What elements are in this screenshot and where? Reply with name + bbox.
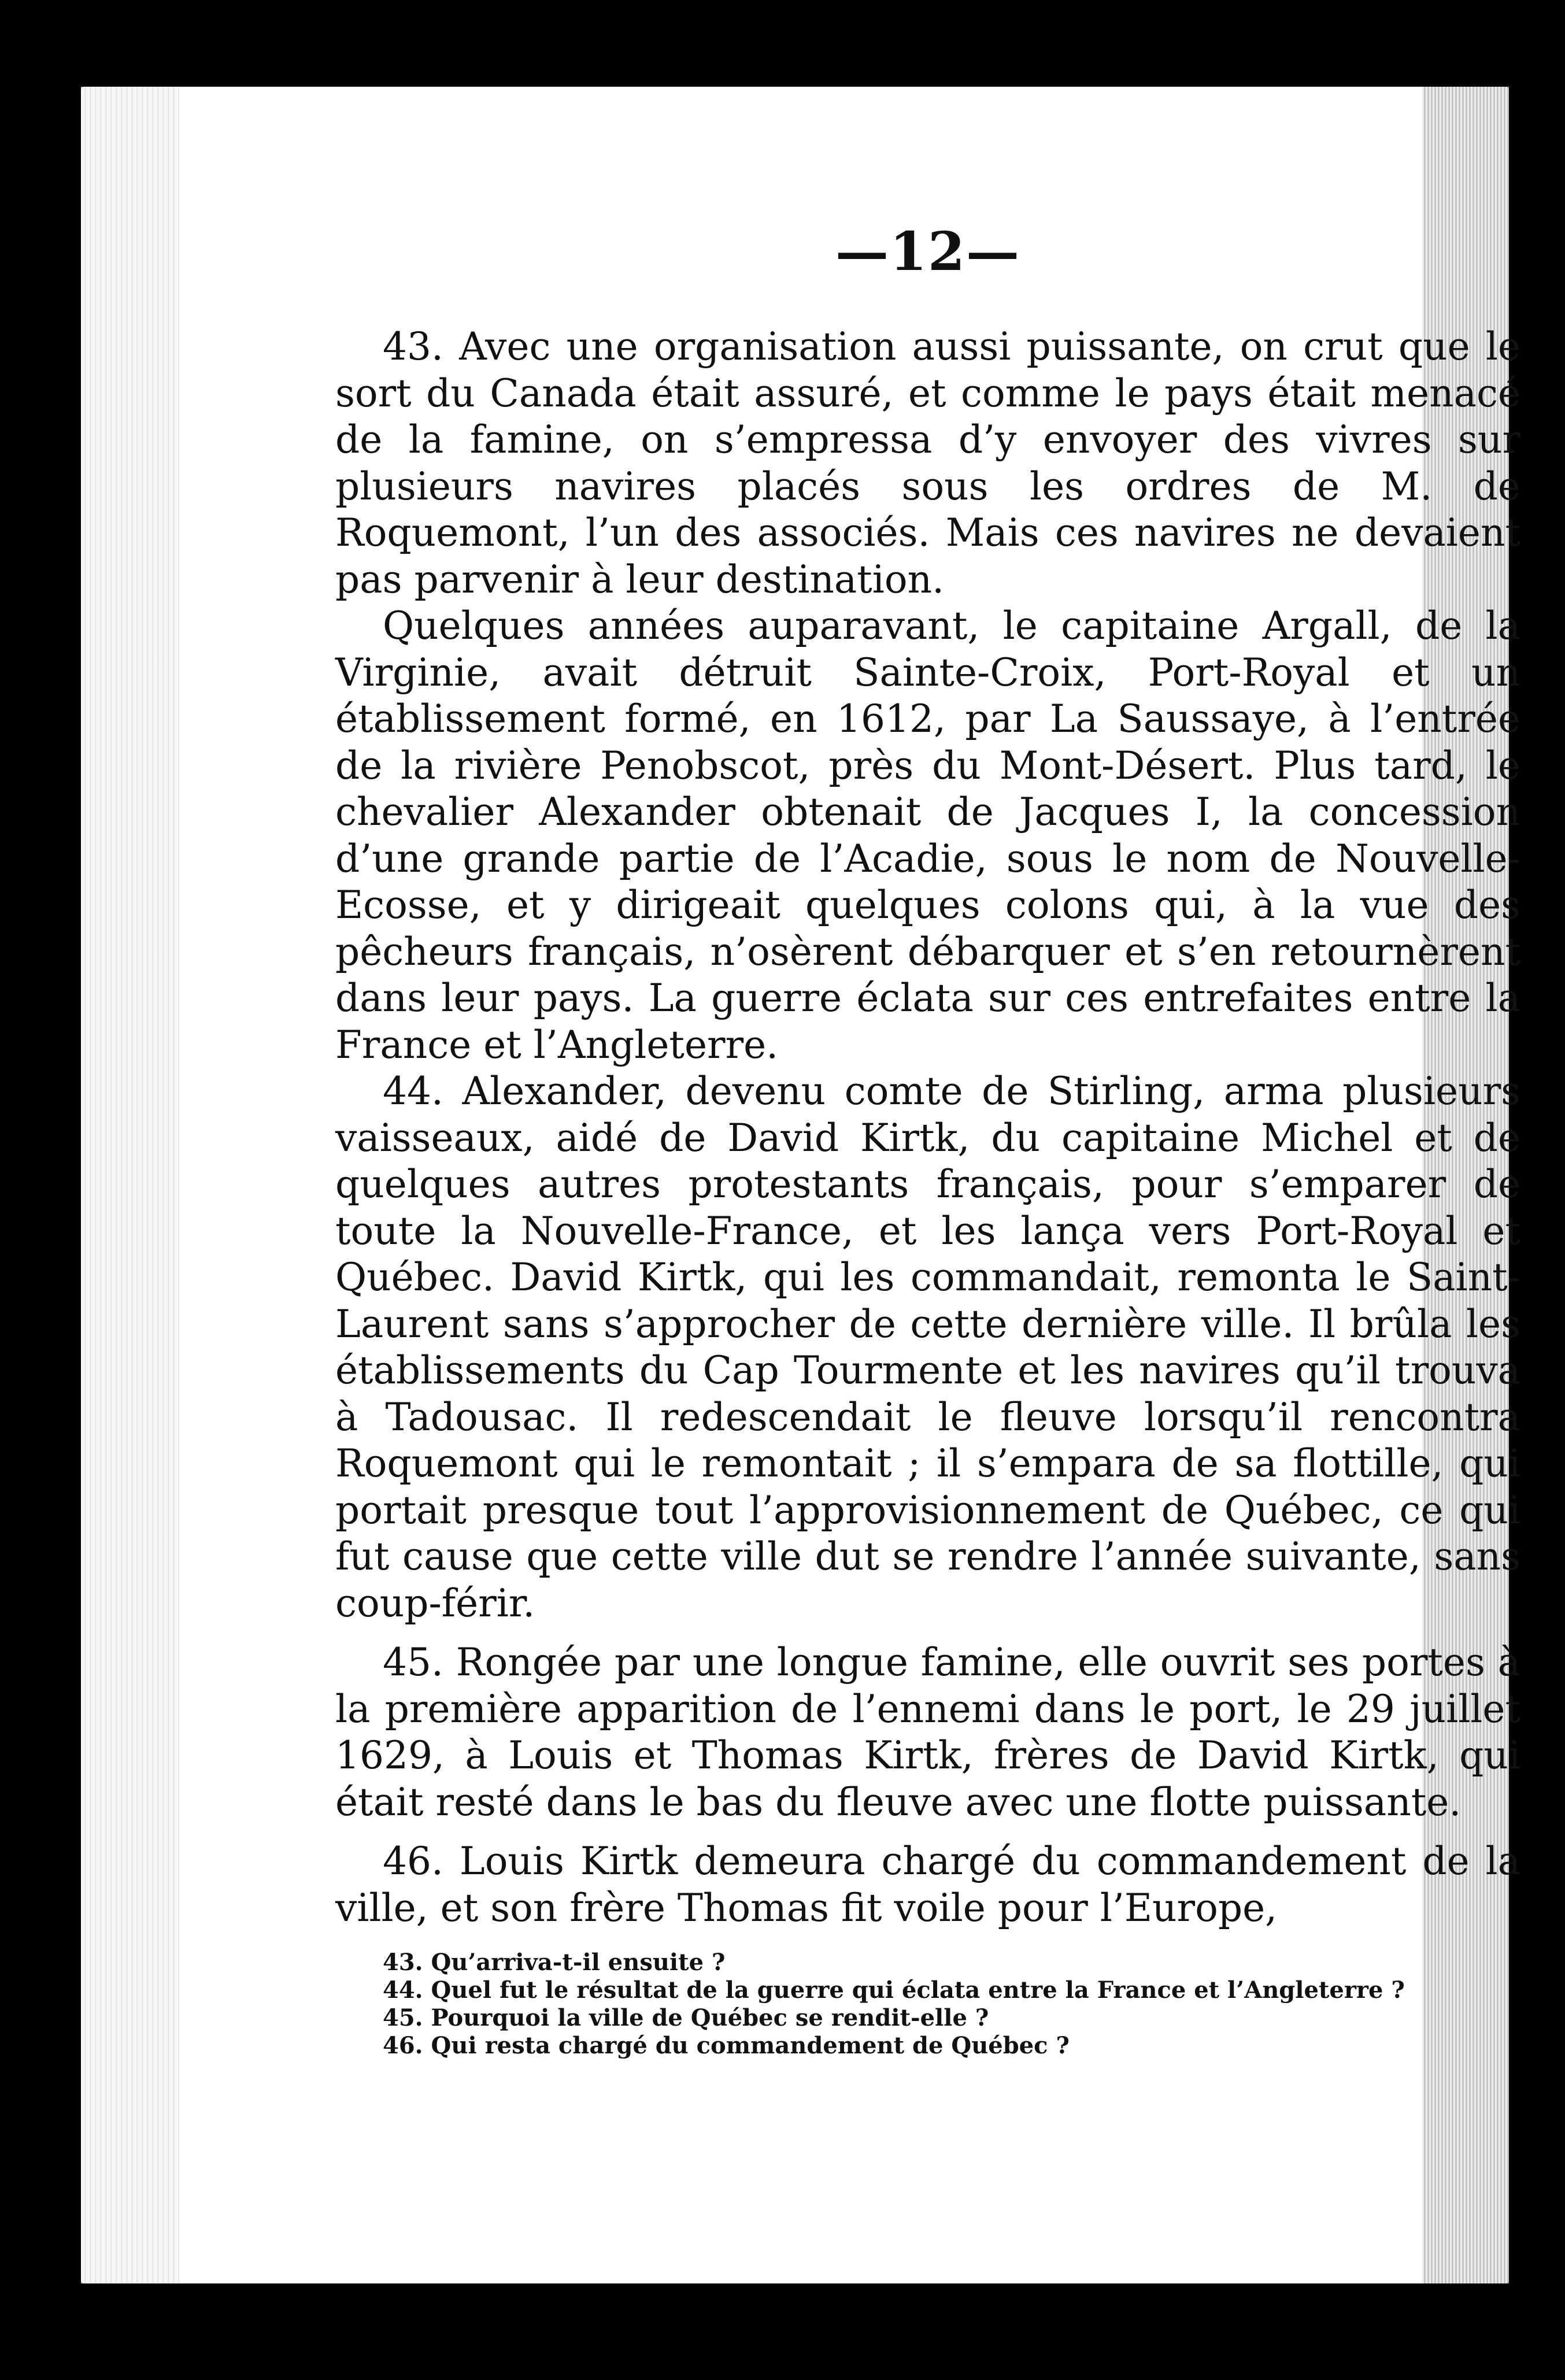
paragraph-43-continued: Quelques années auparavant, le capitaine Argall, de la Virginie, avait détruit Sainte-Croix, Port-Royal et un établissement formé, en 1612, par La Saussaye, à l’entrée de la rivière Penobscot, près du Mont-Désert. Plus tard, le chevalier Alexander obtenait de Jacques I, la concession d’une grande partie de l’Acadie, sous le nom de Nouvelle-Ecosse, et y dirigeait quelques colons qui, à la vue des pêcheurs français, n’osèrent débarquer et s’en retournèrent dans leur pays. La guerre éclata sur ces entrefaites entre la France et l’Angleterre. <box>335 604 1520 1067</box>
paragraph-44: 44. Alexander, devenu comte de Stirling, arma plusieurs vaisseaux, aidé de David Kirtk, du capitaine Michel et de quelques autres protestants français, pour s’emparer de toute la Nouvelle-France, et les lança vers Port-Royal et Québec. David Kirtk, qui les commandait, remonta le Saint-Laurent sans s’approcher de cette dernière ville. Il brûla les établissements du Cap Tourmente et les navires qu’il trouva à Tadousac. Il redescendait le fleuve lorsqu’il rencontra Roquemont qui le remontait ; il s’empara de sa flottille, qui portait presque tout l’approvisionnement de Québec, ce qui fut cause que cette ville dut se rendre l’année suivante, sans coup-férir. <box>335 1069 1520 1626</box>
question-46: 46. Qui resta chargé du commandement de Québec ? <box>383 2032 1070 2059</box>
page-number: —12— <box>835 220 1021 283</box>
book-page <box>81 87 1520 2283</box>
paragraph-45: 45. Rongée par une longue famine, elle ouvrit ses portes à la première apparition de l’ennemi dans le port, le 29 juillet 1629, à Louis et Thomas Kirtk, frères de David Kirtk, qui était resté dans le bas du fleuve avec une flotte puissante. <box>335 1640 1520 1824</box>
paragraph-43: 43. Avec une organisation aussi puissante, on crut que le sort du Canada était assuré, et comme le pays était menacé de la famine, on s’empressa d’y envoyer des vivres sur plusieurs navires placés sous les ordres de M. de Roquemont, l’un des associés. Mais ces navires ne devaient pas parvenir à leur destination. <box>335 324 1520 602</box>
question-45: 45. Pourquoi la ville de Québec se rendit-elle ? <box>383 2004 989 2031</box>
review-questions <box>335 1949 1520 2060</box>
left-binding-gutter <box>81 87 179 2283</box>
page-text-block <box>335 220 1520 2060</box>
paragraph-46: 46. Louis Kirtk demeura chargé du commandement de la ville, et son frère Thomas fit voile pour l’Europe, <box>335 1839 1520 1930</box>
question-44: 44. Quel fut le résultat de la guerre qui éclata entre la France et l’Angleterre ? <box>383 1976 1405 2004</box>
question-43: 43. Qu’arriva-t-il ensuite ? <box>383 1949 726 1976</box>
